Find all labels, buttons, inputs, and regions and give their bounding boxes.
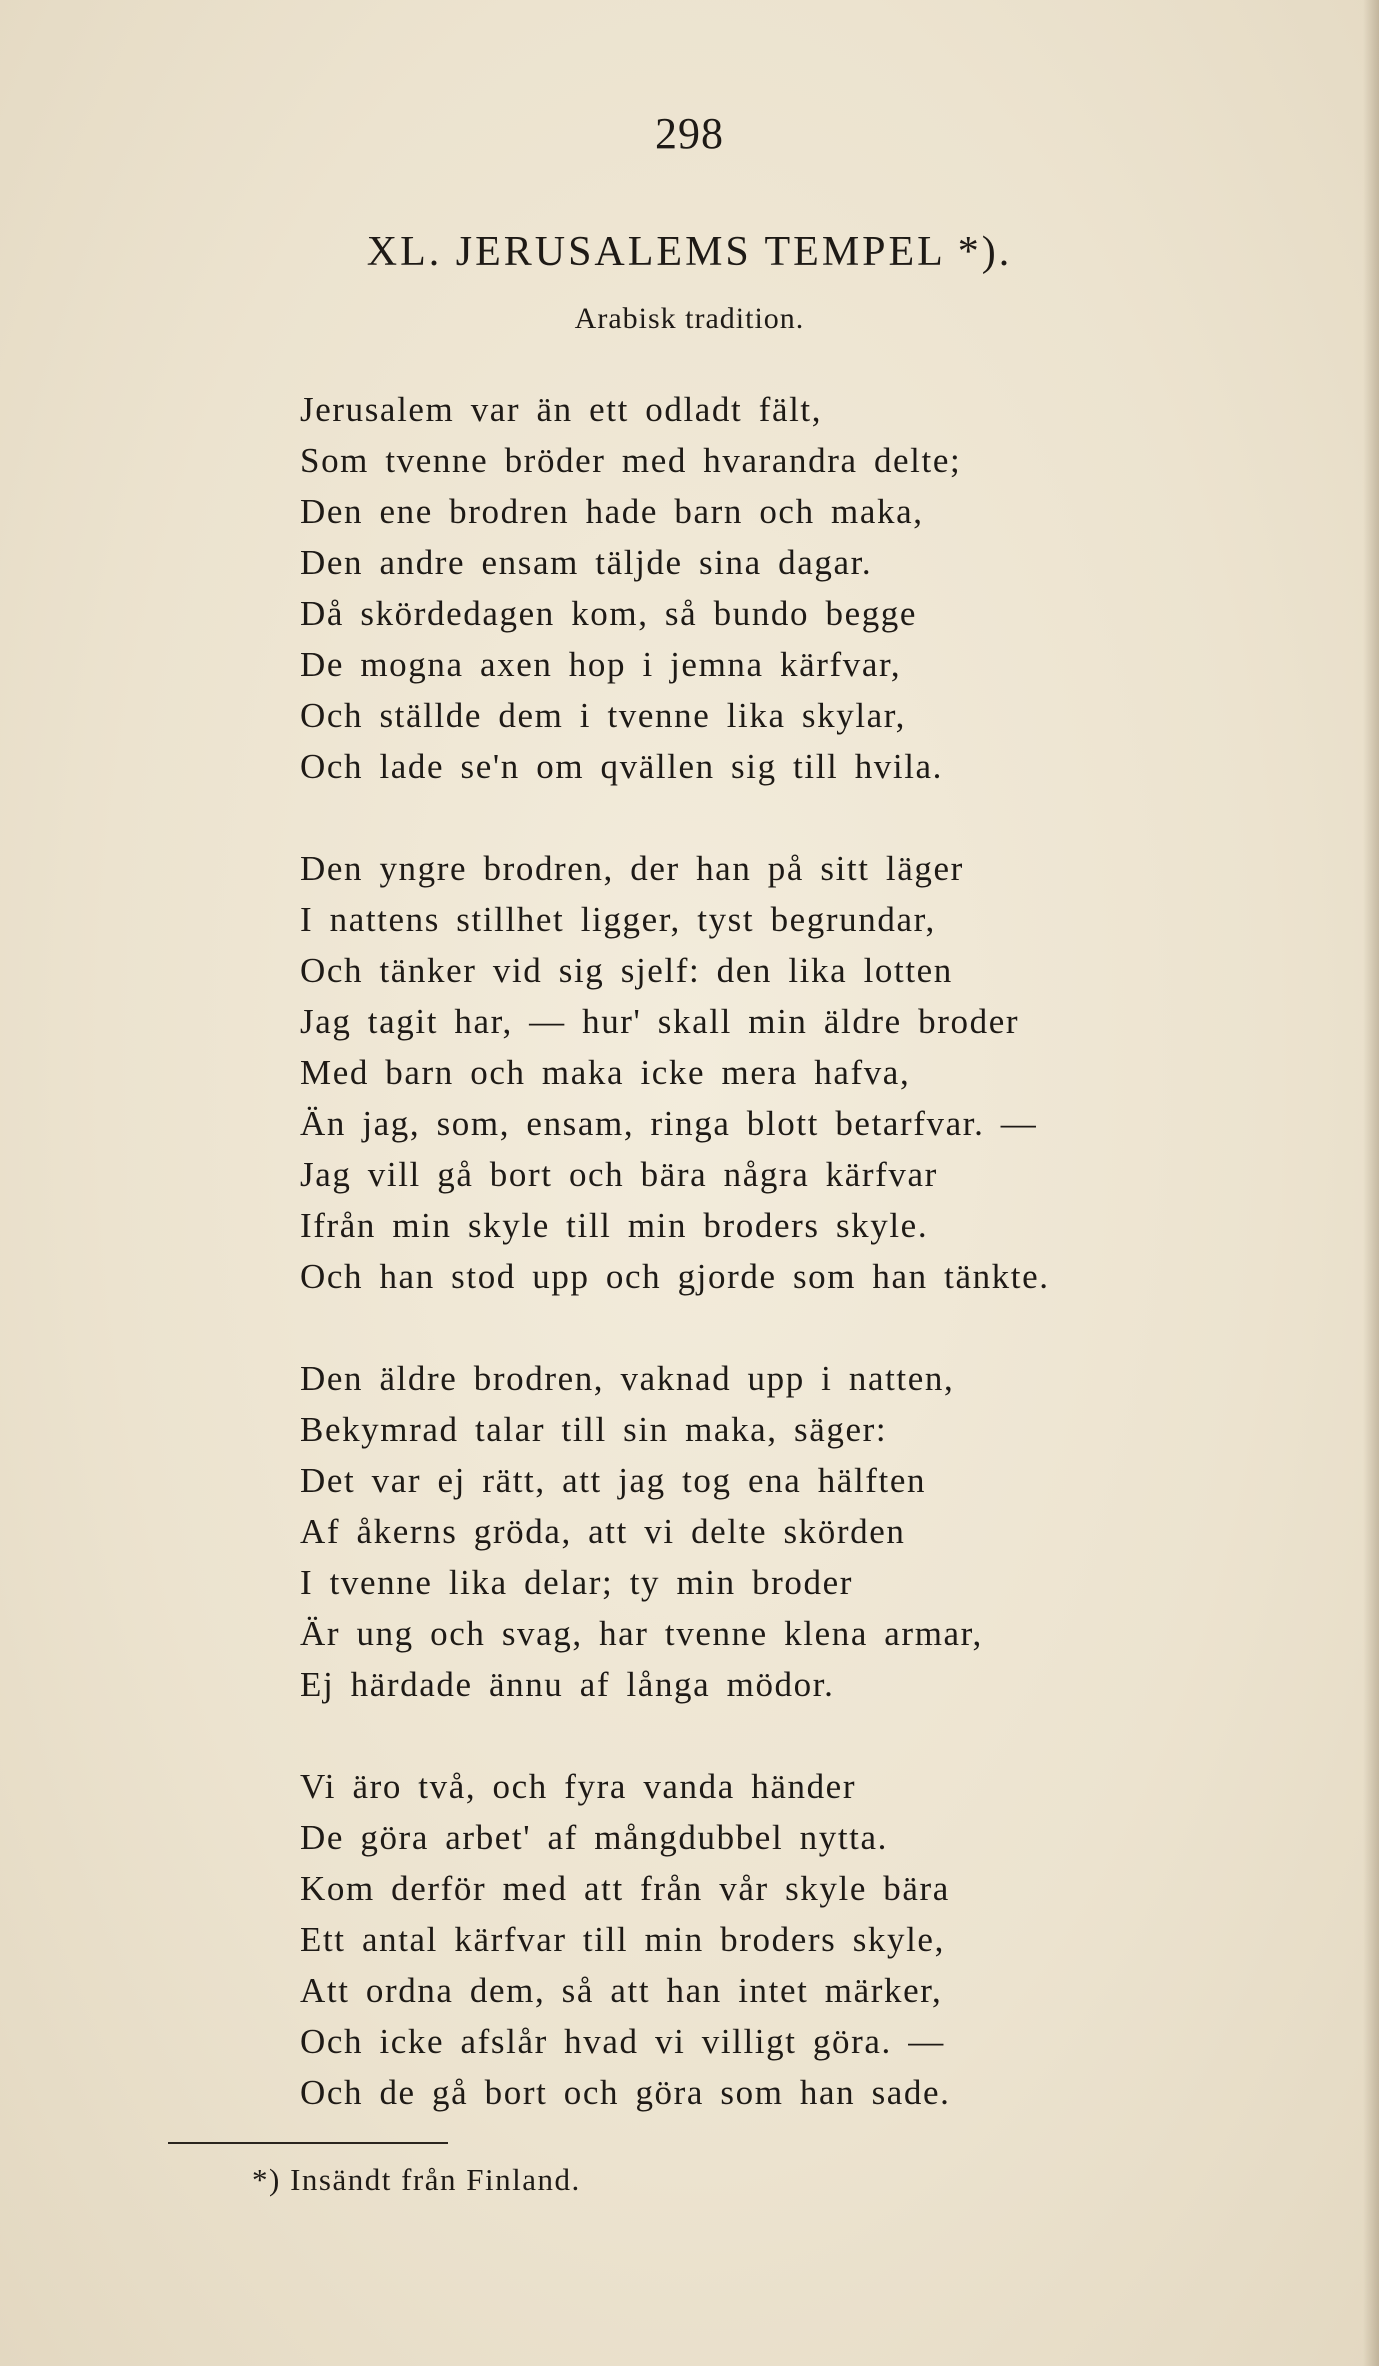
poem-line: Den ene brodren hade barn och maka, bbox=[300, 492, 924, 531]
poem-line: Jag tagit har, — hur' skall min äldre broder bbox=[300, 1002, 1020, 1041]
poem-subtitle: Arabisk tradition. bbox=[574, 302, 805, 335]
poem-line: I tvenne lika delar; ty min broder bbox=[300, 1563, 854, 1602]
poem-line: Den äldre brodren, vaknad upp i natten, bbox=[300, 1359, 955, 1398]
poem-line: Det var ej rätt, att jag tog ena hälften bbox=[300, 1461, 927, 1500]
poem-line: Af åkerns gröda, att vi delte skörden bbox=[300, 1512, 906, 1551]
poem-line: Att ordna dem, så att han intet märker, bbox=[300, 1971, 943, 2010]
poem-line: Och icke afslår hvad vi villigt göra. — bbox=[300, 2022, 945, 2061]
poem-line: Ej härdade ännu af långa mödor. bbox=[300, 1665, 835, 1704]
poem-line: Som tvenne bröder med hvarandra delte; bbox=[300, 441, 962, 480]
poem-line: Kom derför med att från vår skyle bära bbox=[300, 1869, 950, 1908]
poem-line: Och de gå bort och göra som han sade. bbox=[300, 2073, 951, 2112]
poem-line: Och han stod upp och gjorde som han tänkte. bbox=[300, 1257, 1050, 1296]
poem-line: Jag vill gå bort och bära några kärfvar bbox=[300, 1155, 938, 1194]
poem-line: Och ställde dem i tvenne lika skylar, bbox=[300, 696, 907, 735]
poem-body bbox=[300, 384, 1300, 2169]
poem-line: I nattens stillhet ligger, tyst begrundar, bbox=[300, 900, 936, 939]
page-number: 298 bbox=[655, 109, 724, 158]
poem-line: Jerusalem var än ett odladt fält, bbox=[300, 390, 823, 429]
poem-line: Den andre ensam täljde sina dagar. bbox=[300, 543, 873, 582]
poem-line: Och lade se'n om qvällen sig till hvila. bbox=[300, 747, 944, 786]
poem-line: Ett antal kärfvar till min broders skyle, bbox=[300, 1920, 945, 1959]
poem-line: Den yngre brodren, der han på sitt läger bbox=[300, 849, 964, 888]
poem-line: Bekymrad talar till sin maka, säger: bbox=[300, 1410, 888, 1449]
poem-line: De mogna axen hop i jemna kärfvar, bbox=[300, 645, 902, 684]
poem-line: Och tänker vid sig sjelf: den lika lotten bbox=[300, 951, 953, 990]
stanza-3 bbox=[300, 1353, 1300, 1710]
poem-line: Än jag, som, ensam, ringa blott betarfvar. — bbox=[300, 1104, 1038, 1143]
footnote: *) Insändt från Finland. bbox=[252, 2162, 581, 2197]
poem-line: Vi äro två, och fyra vanda händer bbox=[300, 1767, 857, 1806]
stanza-1 bbox=[300, 384, 1300, 792]
poem-line: Är ung och svag, har tvenne klena armar, bbox=[300, 1614, 983, 1653]
footnote-rule bbox=[168, 2142, 448, 2144]
page-edge-shadow bbox=[1363, 0, 1379, 2366]
poem-line: Då skördedagen kom, så bundo begge bbox=[300, 594, 918, 633]
poem-title: XL. JERUSALEMS TEMPEL *). bbox=[366, 229, 1013, 275]
poem-line: De göra arbet' af mångdubbel nytta. bbox=[300, 1818, 888, 1857]
stanza-2 bbox=[300, 843, 1300, 1302]
poem-line: Ifrån min skyle till min broders skyle. bbox=[300, 1206, 929, 1245]
stanza-4 bbox=[300, 1761, 1300, 2118]
poem-line: Med barn och maka icke mera hafva, bbox=[300, 1053, 911, 1092]
